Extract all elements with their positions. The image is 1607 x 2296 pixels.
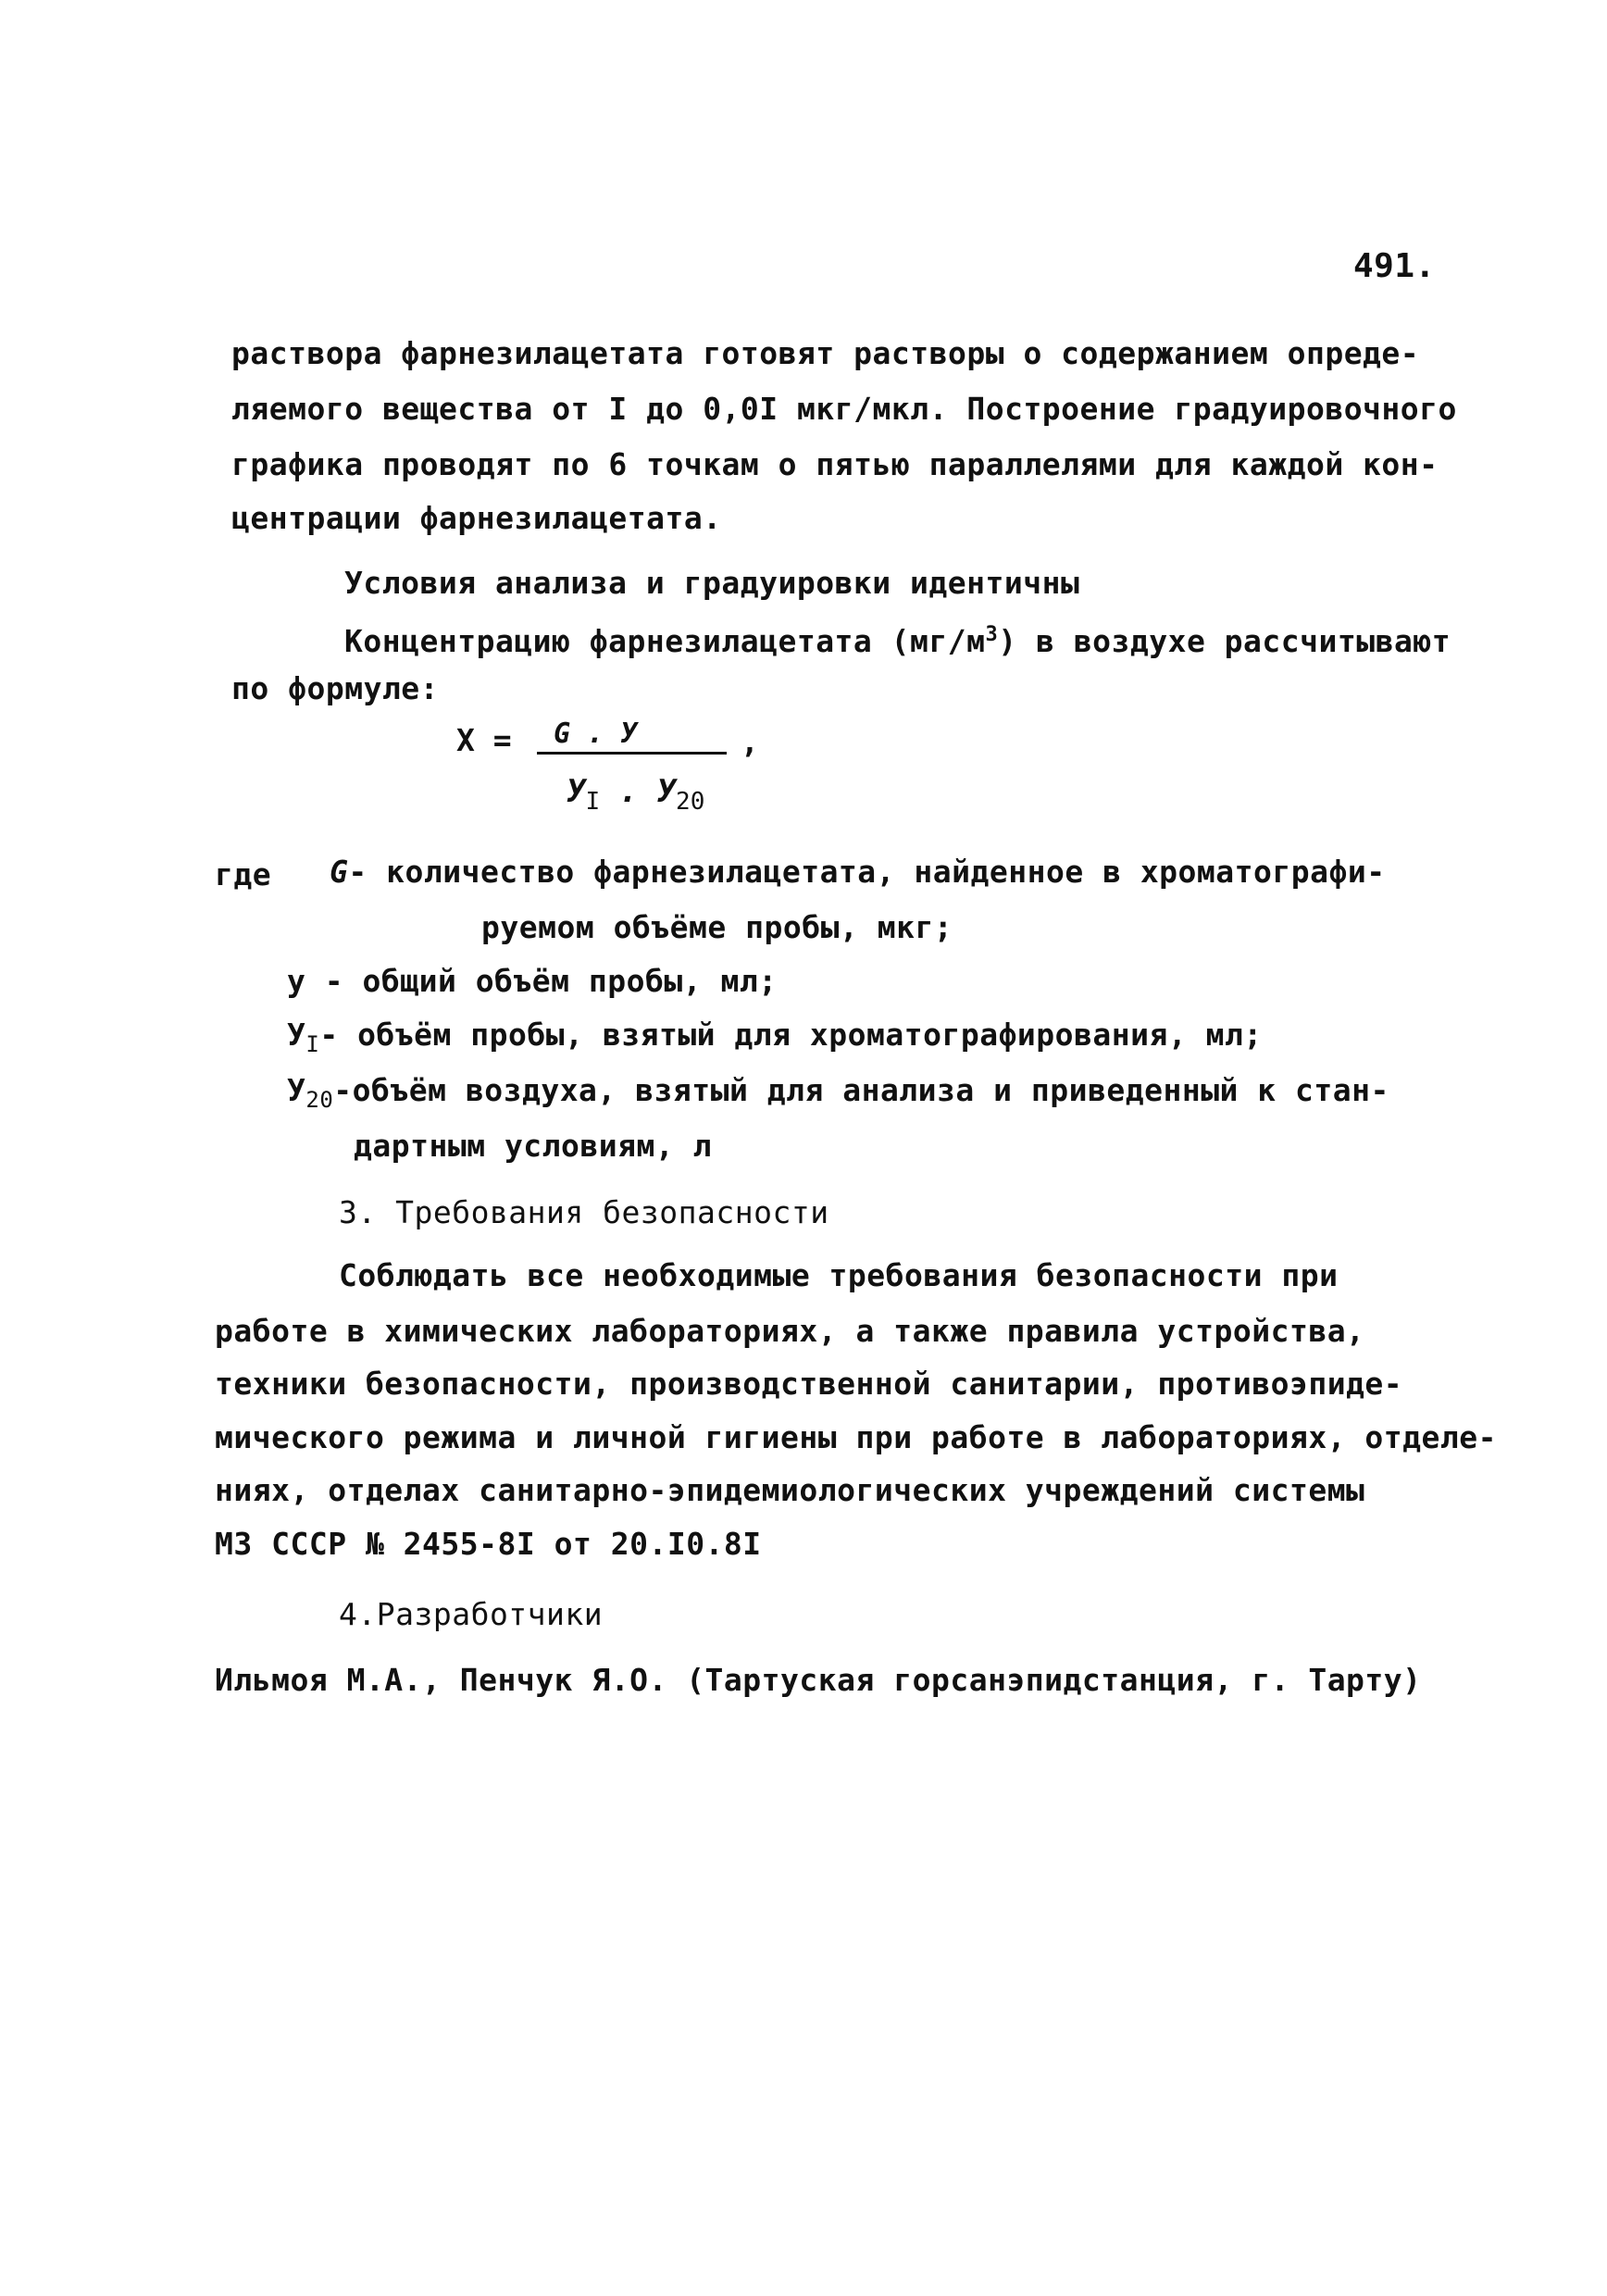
den-sub-1: I: [585, 787, 601, 816]
v20-symbol: У: [287, 1072, 306, 1108]
section-3-line: ниях, отделах санитарно-эпидемиологических учреждений системы: [215, 1472, 1365, 1508]
section-3-line: техники безопасности, производственной санитарии, противоэпиде-: [215, 1366, 1403, 1402]
den-dot: .: [600, 773, 657, 810]
den-var-2: У: [656, 773, 677, 810]
paragraph-line: раствора фарнезилацетата готовят растворы о содержанием опреде-: [231, 335, 1420, 371]
paragraph-line: графика проводят по 6 точкам о пятью параллелями для каждой кон-: [231, 446, 1439, 482]
den-sub-2: 20: [676, 787, 705, 816]
section-3-line: работе в химических лабораториях, а также правила устройства,: [215, 1313, 1365, 1349]
v-symbol: у: [287, 963, 306, 999]
g-symbol: G: [330, 854, 349, 890]
paragraph-line: ляемого вещества от I до 0,0I мкг/мкл. Построение градуировочного: [231, 391, 1457, 427]
section-3-line: Соблюдать все необходимые требования безопасности при: [339, 1257, 1339, 1293]
developers-line: Ильмоя М.А., Пенчук Я.О. (Тартуская горсанэпидстанция, г. Тарту): [215, 1662, 1422, 1698]
v20-sub: 20: [305, 1087, 334, 1113]
formula-denominator: [567, 773, 704, 816]
concentration-text-b: ) в воздухе рассчитывают: [998, 623, 1451, 659]
den-var-1: У: [567, 773, 586, 810]
formula-numerator: G . У: [554, 718, 638, 750]
definition-v1: [287, 1017, 1263, 1063]
page-number: 491.: [1353, 247, 1436, 285]
concentration-text-a: Концентрацию фарнезилацетата (мг/м: [344, 623, 986, 659]
v-text: - общий объём пробы, мл;: [324, 963, 778, 999]
formula-comma: ,: [741, 724, 759, 760]
where-label: где: [215, 856, 272, 892]
concentration-line-2: по формуле:: [231, 670, 440, 706]
definition-v20: [287, 1072, 1389, 1118]
paragraph-line: центрации фарнезилацетата.: [231, 500, 722, 536]
definition-g: [330, 854, 1386, 891]
formula-lhs: Х =: [456, 722, 512, 758]
section-4-heading: 4.Разработчики: [339, 1596, 604, 1632]
v1-sub: I: [305, 1031, 320, 1057]
definition-v20-cont: дартным условиям, л: [354, 1128, 712, 1164]
definition-g-cont: руемом объёме пробы, мкг;: [481, 909, 953, 945]
unit-superscript: 3: [985, 623, 999, 646]
definition-v: [287, 963, 778, 1000]
conditions-line: Условия анализа и градуировки идентичны: [344, 565, 1080, 601]
concentration-line: [344, 617, 1451, 660]
fraction-bar: [537, 752, 727, 755]
v20-text: -объём воздуха, взятый для анализа и приведенный к стан-: [333, 1072, 1389, 1108]
section-3-line: мического режима и личной гигиены при работе в лабораториях, отделе-: [215, 1419, 1498, 1455]
g-text: - количество фарнезилацетата, найденное в хроматографи-: [348, 854, 1386, 890]
section-3-line: МЗ СССР № 2455-8I от 20.I0.8I: [215, 1526, 762, 1562]
section-3-heading: 3. Требования безопасности: [339, 1194, 829, 1230]
v1-text: - объём пробы, взятый для хроматографирования, мл;: [319, 1017, 1263, 1053]
v1-symbol: У: [287, 1017, 306, 1053]
